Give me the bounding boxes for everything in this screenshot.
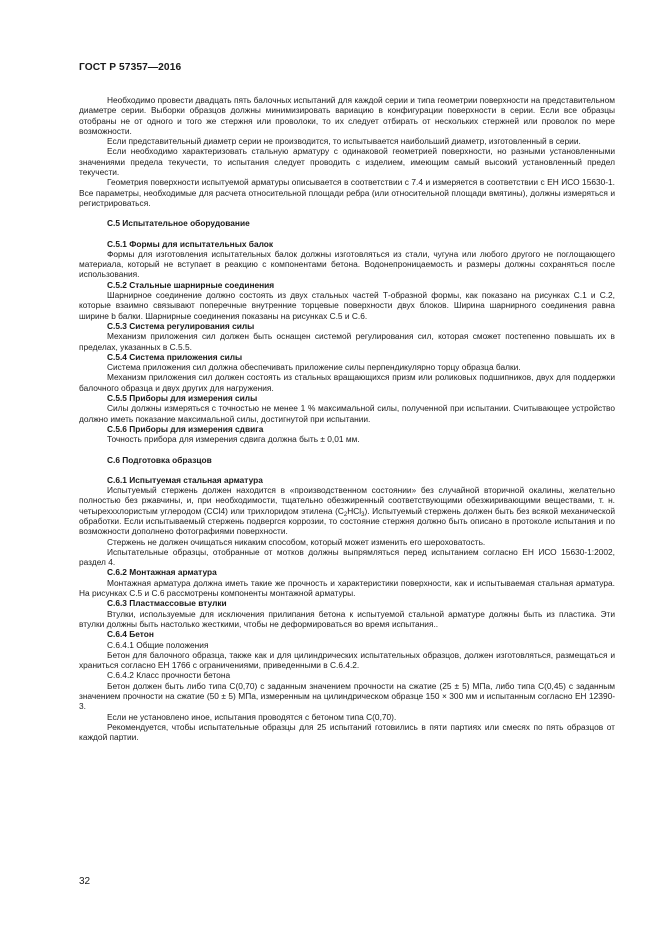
paragraph: Втулки, используемые для исключения прилипания бетона к испытуемой стальной арматуре должны быть из пластика. Эти втулки должны быть настолько жесткими, чтобы не деформироваться во время испытания.. (79, 608, 615, 629)
paragraph (79, 485, 615, 536)
subsection-heading: С.6.4.1 Общие положения (107, 639, 209, 650)
section-heading: С.6 Подготовка образцов (107, 454, 212, 465)
subsection-heading: С.5.5 Приборы для измерения силы (107, 393, 258, 404)
paragraph: Формы для изготовления испытательных балок должны изготовляться из стали, чугуна или любого другого не поглощающего материала, который не вступает в реакцию с компонентами бетона. Водонепроницаемость и размеры должны сохраняться после использования. (79, 248, 615, 280)
paragraph: Механизм приложения сил должен состоять из стальных вращающихся призм или роликовых подшипников, двух для поддержки балочного образца и двух других для нагружения. (79, 372, 615, 393)
subsection-heading: С.6.3 Пластмассовые втулки (107, 598, 227, 609)
paragraph: Силы должны измеряться с точностью не менее 1 % максимальной силы, полученной при испытании. Считывающее устройство должно иметь показание максимальной силы, достигнутой при испытании. (79, 403, 615, 424)
paragraph: Необходимо провести двадцать пять балочных испытаний для каждой серии и типа геометрии поверхности на представительном диаметре серии. Выборки образцов должны минимизировать вариацию в конфигурации поверхности в серии. Если все образцы отобраны не от одного и того же стержня или проволоки, то их следует отбирать от нескольких стержней или проволок по мере возможности. (79, 95, 615, 136)
page-number: 32 (79, 876, 91, 887)
paragraph: Система приложения сил должна обеспечивать приложение силы перпендикулярно торцу образца балки. (107, 362, 521, 373)
paragraph: Если не установлено иное, испытания проводятся с бетоном типа С(0,70). (107, 711, 397, 722)
subscript: 2 (343, 511, 348, 518)
document-body (79, 95, 615, 743)
subsection-heading: С.5.1 Формы для испытательных балок (107, 238, 274, 249)
paragraph: Точность прибора для измерения сдвига должна быть ± 0,01 мм. (107, 434, 360, 445)
subsection-heading: С.5.2 Стальные шарнирные соединения (107, 279, 275, 290)
paragraph: Если необходимо характеризовать стальную арматуру с одинаковой геометрией поверхности, но разными установленными значениями предела текучести, то испытания следует проводить с изделием, имеющим самый высокий установленный предел текучести. (79, 146, 615, 178)
subsection-heading: С.6.4 Бетон (107, 629, 154, 640)
text-run: HCl (347, 505, 362, 516)
subsection-heading: С.6.2 Монтажная арматура (107, 567, 217, 578)
paragraph: Рекомендуется, чтобы испытательные образцы для 25 испытаний готовились в пяти партиях или смесях по пять образцов от каждой партии. (79, 721, 615, 743)
subscript: 3 (361, 511, 365, 518)
subsection-heading: С.5.6 Приборы для измерения сдвига (107, 423, 264, 434)
paragraph: Бетон для балочного образца, также как и для цилиндрических испытательных образцов, должен изготовляться, размещаться и храниться согласно ЕН 1766 с ограничениями, приведенными в С.6.4.2. (79, 649, 615, 671)
paragraph: Испытательные образцы, отобранные от мотков должны выпрямляться перед испытанием согласно ЕН ИСО 15630-1:2002, раздел 4. (79, 546, 615, 568)
subsection-heading: С.6.1 Испытуемая стальная арматура (107, 474, 263, 485)
paragraph: Шарнирное соединение должно состоять из двух стальных частей Т-образной формы, как показано на рисунках С.1 и С.2, которые взаимно связывают поперечные внутренние торцевые поверхности двух блоков. Ширина шарнирного соединения равна ширине b балки. Шарнирные соединения показаны на рисунках С.5 и С.6. (79, 290, 615, 321)
text-run: Испытуемый стержень должен находится в «производственном состоянии» без случайной вторичной окалины, желательно полностью без ржавчины, и, при необходимости, тщательно обезжиренный соответствующими обезжиривающими веществами, т. н. четырехххлористым углеродом (CCl4) или трихлоридом этилена (C (79, 485, 615, 516)
paragraph: Бетон должен быть либо типа С(0,70) с заданным значением прочности на сжатие (25 ± 5) МПа, либо типа С(0,45) с заданным значением прочности на сжатие (50 ± 5) МПа, измеренным на цилиндрическом образце 150 × 300 мм и испытанным согласно ЕН 12390-3. (79, 680, 615, 712)
section-heading: С.5 Испытательное оборудование (107, 218, 250, 229)
paragraph: Геометрия поверхности испытуемой арматуры описывается в соответствии с 7.4 и измеряется в соответствии с ЕН ИСО 15630-1. Все параметры, необходимые для расчета относительной площади ребра (или относительной площади вмятины), должны измеряться и регистрироваться. (79, 177, 615, 208)
text-run: ). Испытуемый стержень должен быть без всякой механической обработки. Если испытываемый стержень подвергся коррозии, то состояние стержня должно быть описано в протоколе испытания и по возможности дополнено фотографиями поверхности. (79, 505, 615, 537)
paragraph: Если представительный диаметр серии не производится, то испытывается наибольший диаметр, изготовленный в серии. (107, 136, 581, 147)
subsection-heading: С.5.4 Система приложения силы (107, 351, 243, 362)
document-header: ГОСТ Р 57357—2016 (79, 62, 182, 73)
subsection-heading: С.6.4.2 Класс прочности бетона (107, 670, 231, 681)
paragraph: Механизм приложения сил должен быть оснащен системой регулирования сил, которая сможет постепенно повышать их в пределах, указанных в С.5.5. (79, 331, 615, 352)
paragraph: Монтажная арматура должна иметь такие же прочность и характеристики поверхности, как и испытываемая стальная арматура. На рисунках С.5 и С.6 рассмотрены компоненты монтажной арматуры. (79, 577, 615, 599)
paragraph: Стержень не должен очищаться никаким способом, который может изменить его шероховатость. (107, 536, 486, 547)
subsection-heading: С.5.3 Система регулирования силы (107, 320, 255, 331)
